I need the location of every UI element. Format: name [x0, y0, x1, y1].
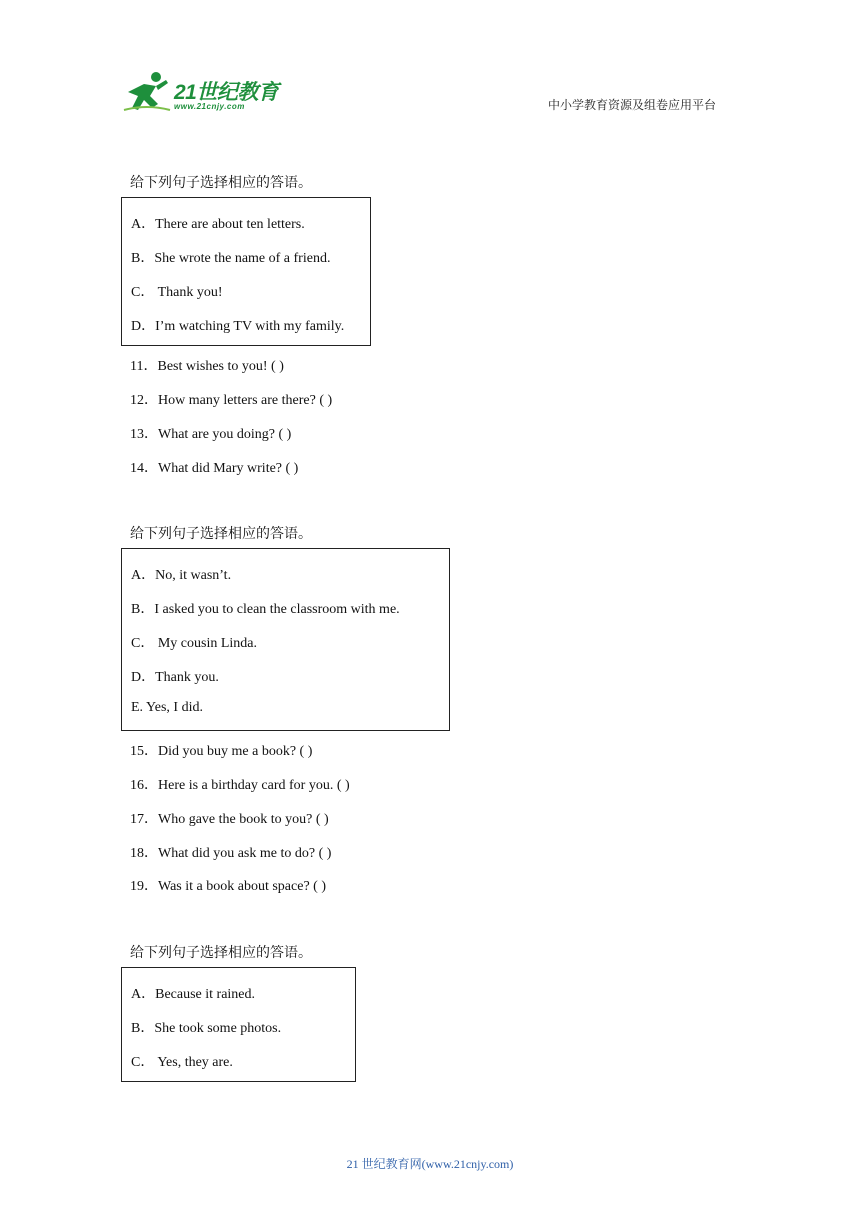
section-2-instruction: 给下列句子选择相应的答语。: [130, 527, 312, 542]
page-footer: 21 世纪教育网(www.21cnjy.com): [346, 1157, 514, 1171]
option-b: B．She took some photos.: [131, 1021, 282, 1036]
question-15: 15．Did you buy me a book? ( ): [130, 744, 313, 759]
option-a: A．Because it rained.: [131, 987, 256, 1002]
option-d: D．I’m watching TV with my family.: [131, 319, 345, 334]
section-3-instruction: 给下列句子选择相应的答语。: [130, 946, 312, 961]
question-11: 11．Best wishes to you! ( ): [130, 359, 284, 374]
page-header: [0, 0, 860, 130]
question-14: 14．What did Mary write? ( ): [130, 461, 299, 476]
question-18: 18．What did you ask me to do? ( ): [130, 846, 332, 861]
option-e: E. Yes, I did.: [131, 700, 203, 715]
option-c: C． Thank you!: [131, 285, 223, 300]
question-16: 16．Here is a birthday card for you. ( ): [130, 778, 350, 793]
logo-text: 21世纪教育: [174, 81, 279, 104]
question-19: 19．Was it a book about space? ( ): [130, 879, 326, 894]
section-1-instruction: 给下列句子选择相应的答语。: [130, 176, 312, 191]
option-c: C． My cousin Linda.: [131, 636, 257, 651]
section-1-options-box: [121, 197, 371, 346]
question-12: 12．How many letters are there? ( ): [130, 393, 333, 408]
logo: [122, 70, 292, 116]
section-2-options-box: [121, 548, 450, 731]
runner-logo-icon: [122, 70, 172, 116]
option-d: D．Thank you.: [131, 670, 219, 685]
option-b: B．I asked you to clean the classroom with me.: [131, 602, 400, 617]
option-b: B．She wrote the name of a friend.: [131, 251, 331, 266]
logo-url: www.21cnjy.com: [174, 102, 245, 111]
section-3-options-box: [121, 967, 356, 1082]
question-13: 13．What are you doing? ( ): [130, 427, 292, 442]
header-tagline: 中小学教育资源及组卷应用平台: [548, 98, 717, 112]
option-a: A．No, it wasn’t.: [131, 568, 232, 583]
option-a: A．There are about ten letters.: [131, 217, 305, 232]
question-17: 17．Who gave the book to you? ( ): [130, 812, 329, 827]
option-c: C． Yes, they are.: [131, 1055, 233, 1070]
